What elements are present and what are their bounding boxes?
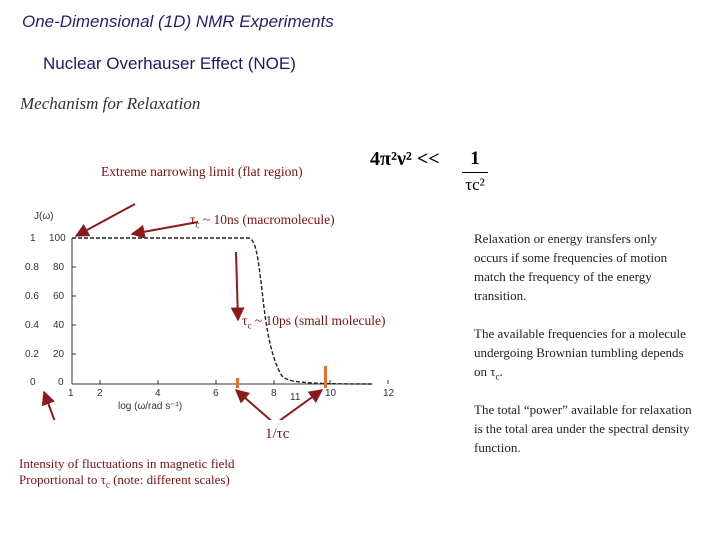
x-tick: 6: [213, 388, 219, 399]
formula-denominator: τc²: [462, 172, 488, 195]
inverse-tau-arrow-1: [236, 390, 275, 420]
y-left-tick: 0: [30, 377, 36, 388]
y-right-tick: 60: [53, 291, 65, 302]
x-tick: 12: [383, 388, 395, 399]
y-left-tick: 0.4: [25, 320, 39, 331]
formula-fraction: [462, 148, 488, 195]
y-left-tick: 0.6: [25, 291, 39, 302]
intensity-arrow: [44, 392, 64, 420]
y-axis-header: J(ω): [34, 211, 54, 222]
x-tick: 11: [290, 392, 301, 403]
y-right-tick: 100: [49, 233, 66, 244]
tau-small-molecule-label: $\tau_c$ ~ 10ps (small molecule): [242, 313, 386, 331]
inverse-tau-label: 1/τc: [265, 426, 290, 442]
page-subtitle: Nuclear Overhauser Effect (NOE): [43, 54, 296, 73]
small-molecule-arrow: [236, 252, 238, 320]
tau-macromolecule-label: $\tau_c$ ~ 10ns (macromolecule): [190, 212, 335, 230]
extreme-narrowing-arrow: [76, 204, 135, 236]
y-left-tick: 0.2: [25, 349, 39, 360]
side-paragraph-1: Relaxation or energy transfers only occurs if some frequencies of motion match the frequency of the energy transition.: [474, 231, 668, 303]
section-heading: Mechanism for Relaxation: [20, 94, 201, 113]
intensity-caption: Intensity of fluctuations in magnetic field Proportional to $\tau_c$ (note: different scales): [19, 456, 235, 490]
y-right-tick: 80: [53, 262, 65, 273]
spectral-density-curve: [72, 238, 372, 384]
y-left-tick: 1: [30, 233, 36, 244]
page-title: One-Dimensional (1D) NMR Experiments: [22, 12, 334, 31]
formula-lhs: 4π²ν² <<: [370, 148, 440, 170]
side-paragraph-2: The available frequencies for a molecule undergoing Brownian tumbling depends on $\tau_c$.: [474, 326, 686, 382]
side-paragraph-3: The total “power” available for relaxation is the total area under the spectral density function.: [474, 402, 692, 455]
x-tick: 2: [97, 388, 103, 399]
inverse-tau-marker-2: [324, 366, 327, 388]
y-right-tick: 40: [53, 320, 65, 331]
inverse-tau-marker-1: [236, 378, 239, 388]
y-right-tick: 0: [58, 377, 64, 388]
extreme-narrowing-label: Extreme narrowing limit (flat region): [101, 164, 303, 179]
x-tick: 8: [271, 388, 277, 399]
x-tick: 10: [325, 388, 337, 399]
x-axis-label: log (ω/rad s⁻¹): [118, 401, 183, 412]
y-right-tick: 20: [53, 349, 65, 360]
spectral-density-graph: [0, 200, 470, 420]
x-tick: 4: [155, 388, 161, 399]
macromolecule-arrow: [132, 222, 198, 234]
x-tick: 1: [68, 388, 74, 399]
formula: [370, 148, 440, 171]
formula-numerator: 1: [470, 148, 480, 169]
y-left-tick: 0.8: [25, 262, 39, 273]
